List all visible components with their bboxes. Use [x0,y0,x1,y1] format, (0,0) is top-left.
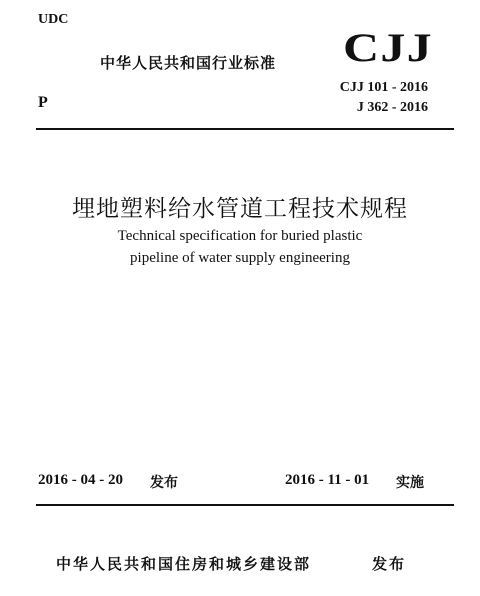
classification-mark: P [38,94,48,111]
udc-label: UDC [38,12,69,27]
record-code: J 362 - 2016 [356,100,428,115]
issue-label: 发布 [150,475,178,491]
industry-standard-heading: 中华人民共和国行业标准 [100,54,277,72]
document-title-chinese: 埋地塑料给水管道工程技术规程 [72,196,408,222]
issue-date: 2016 - 04 - 20 [38,472,123,488]
top-divider [36,128,454,130]
document-title-english-line1: Technical specification for buried plastic [117,228,363,244]
implement-date: 2016 - 11 - 01 [285,472,370,488]
publish-label: 发布 [372,555,407,573]
standard-code: CJJ 101 - 2016 [339,80,428,95]
implement-label: 实施 [396,475,424,491]
cjj-logo: CJJ [343,25,433,70]
document-title-english-line2: pipeline of water supply engineering [130,250,350,266]
bottom-divider [36,504,454,506]
publisher-name: 中华人民共和国住房和城乡建设部 [56,555,312,573]
